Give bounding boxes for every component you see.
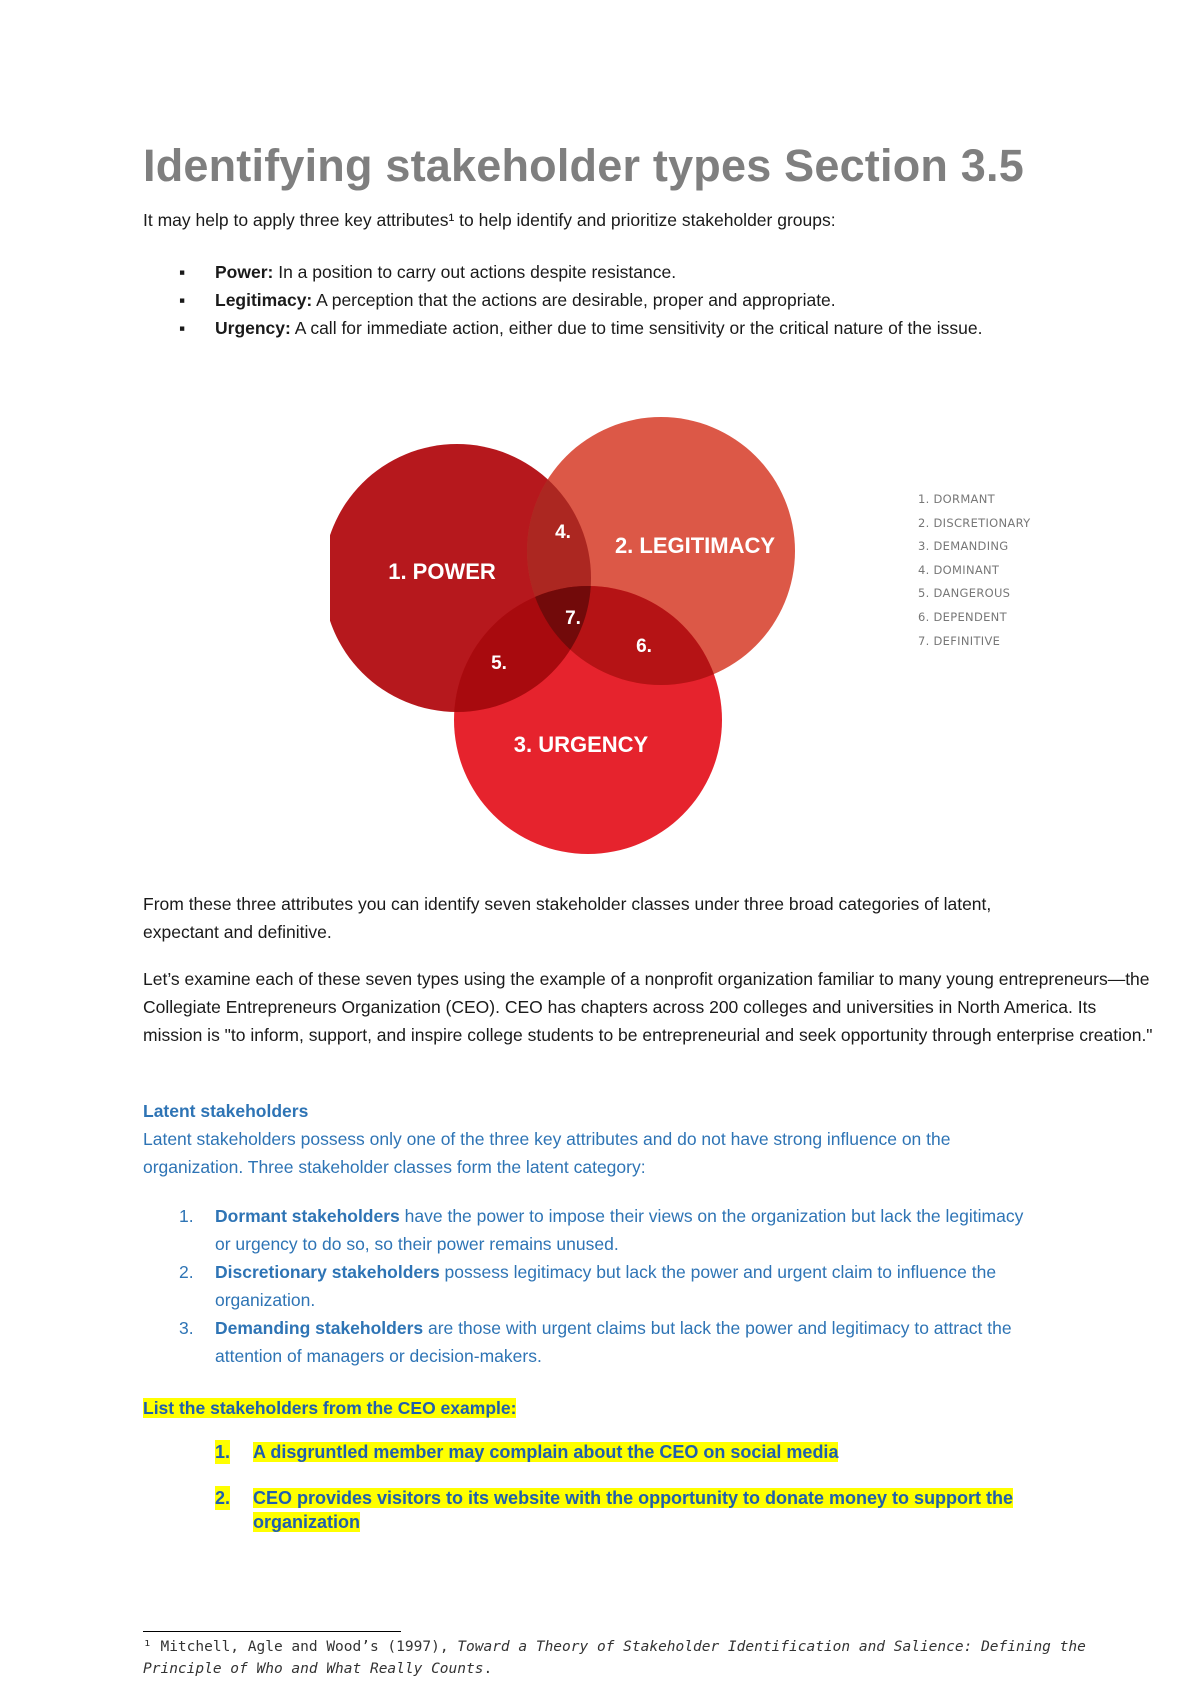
attribute-term: Power: <box>215 262 274 282</box>
ceo-list-heading <box>143 1394 516 1422</box>
latent-heading: Latent stakeholders <box>143 1101 309 1121</box>
attribute-text: In a position to carry out actions despite resistance. <box>273 262 677 282</box>
legend-item: 3. DEMANDING <box>918 539 1009 554</box>
attribute-list <box>143 258 1063 342</box>
class-term: Dormant stakeholders <box>215 1206 400 1226</box>
latent-class-list <box>143 1202 1043 1370</box>
highlighted-heading: List the stakeholders from the CEO example: <box>143 1398 517 1418</box>
ceo-example-paragraph: Let’s examine each of these seven types using the example of a nonprofit organization familiar to many young entrepreneurs—the Collegiate Entrepreneurs Organization (CEO). CEO has chapters across 200 colleges and universities in North America. Its mission is "to inform, support, and inspire college students to be entrepreneurial and seek opportunity through enterprise creation." <box>143 969 1153 1045</box>
footnote-mark: ¹ <box>143 1639 152 1655</box>
legend-item: 4. DOMINANT <box>918 562 1000 577</box>
latent-class-item <box>143 1258 1043 1314</box>
latent-class-item <box>143 1314 1043 1370</box>
region-6-label: 6. <box>636 636 652 657</box>
classes-paragraph: From these three attributes you can identify seven stakeholder classes under three broad categories of latent, expectant and definitive. <box>143 894 992 942</box>
urgency-label: 3. URGENCY <box>513 732 649 757</box>
item-text: CEO provides visitors to its website with the opportunity to donate money to support the organization <box>253 1488 1014 1532</box>
attribute-text: A call for immediate action, either due to time sensitivity or the critical nature of the issue. <box>290 318 983 338</box>
venn-legend <box>918 488 1030 653</box>
legend-item: 6. DEPENDENT <box>918 609 1007 624</box>
legend-item: 7. DEFINITIVE <box>918 633 1001 648</box>
item-number: 2. <box>179 1262 194 1282</box>
ceo-stakeholder-list <box>143 1440 1063 1556</box>
footnote-title: Toward a Theory of Stakeholder Identification and Salience: Defining the Principle of Who and What Really Counts <box>143 1639 1086 1677</box>
page-title: Identifying stakeholder types Section 3.5 <box>143 140 1024 191</box>
footnote-separator <box>143 1631 401 1632</box>
latent-description: Latent stakeholders possess only one of the three key attributes and do not have strong influence on the organization. Three stakeholder classes form the latent category: <box>143 1129 951 1177</box>
attribute-item: ▪ Legitimacy: A perception that the actions are desirable, proper and appropriate. <box>179 290 836 310</box>
ceo-stakeholder-item <box>143 1486 1063 1534</box>
ceo-stakeholder-item <box>143 1440 1063 1464</box>
item-number: 3. <box>179 1318 194 1338</box>
latent-class-item <box>143 1202 1043 1258</box>
attribute-item: ▪ Urgency: A call for immediate action, either due to time sensitivity or the critical nature of the issue. <box>179 318 983 338</box>
footnote-end: . <box>483 1661 493 1677</box>
item-number: 2. <box>215 1488 231 1508</box>
stakeholder-venn-diagram <box>330 412 810 862</box>
class-text: possess legitimacy but lack the power and urgent claim to influence the organization. <box>215 1262 997 1310</box>
class-term: Demanding stakeholders <box>215 1318 424 1338</box>
legend-item: 5. DANGEROUS <box>918 586 1011 601</box>
region-4-label: 4. <box>555 522 571 543</box>
item-number: 1. <box>215 1442 231 1462</box>
legend-item: 2. DISCRETIONARY <box>918 515 1031 530</box>
attribute-term: Legitimacy: <box>215 290 313 310</box>
legend-item: 1. DORMANT <box>918 492 995 506</box>
legitimacy-label: 2. LEGITIMACY <box>614 533 776 558</box>
attribute-term: Urgency: <box>215 318 291 338</box>
region-5-label: 5. <box>491 653 507 674</box>
attribute-item: ▪ Power: In a position to carry out actions despite resistance. <box>179 262 677 282</box>
class-text: are those with urgent claims but lack the power and legitimacy to attract the attention of managers or decision-makers. <box>215 1318 1012 1366</box>
class-term: Discretionary stakeholders <box>215 1262 440 1282</box>
power-label: 1. POWER <box>388 559 496 584</box>
intro-text: It may help to apply three key attributes¹ to help identify and prioritize stakeholder groups: <box>143 210 836 230</box>
footnote <box>143 1636 1143 1680</box>
attribute-text: A perception that the actions are desirable, proper and appropriate. <box>312 290 836 310</box>
region-7-label: 7. <box>565 608 581 629</box>
item-number: 1. <box>179 1206 194 1226</box>
footnote-authors: Mitchell, Agle and Wood’s (1997), <box>151 1639 458 1655</box>
class-text: have the power to impose their views on the organization but lack the legitimacy or urgency to do so, so their power remains unused. <box>215 1206 1024 1254</box>
item-text: A disgruntled member may complain about the CEO on social media <box>253 1442 839 1462</box>
